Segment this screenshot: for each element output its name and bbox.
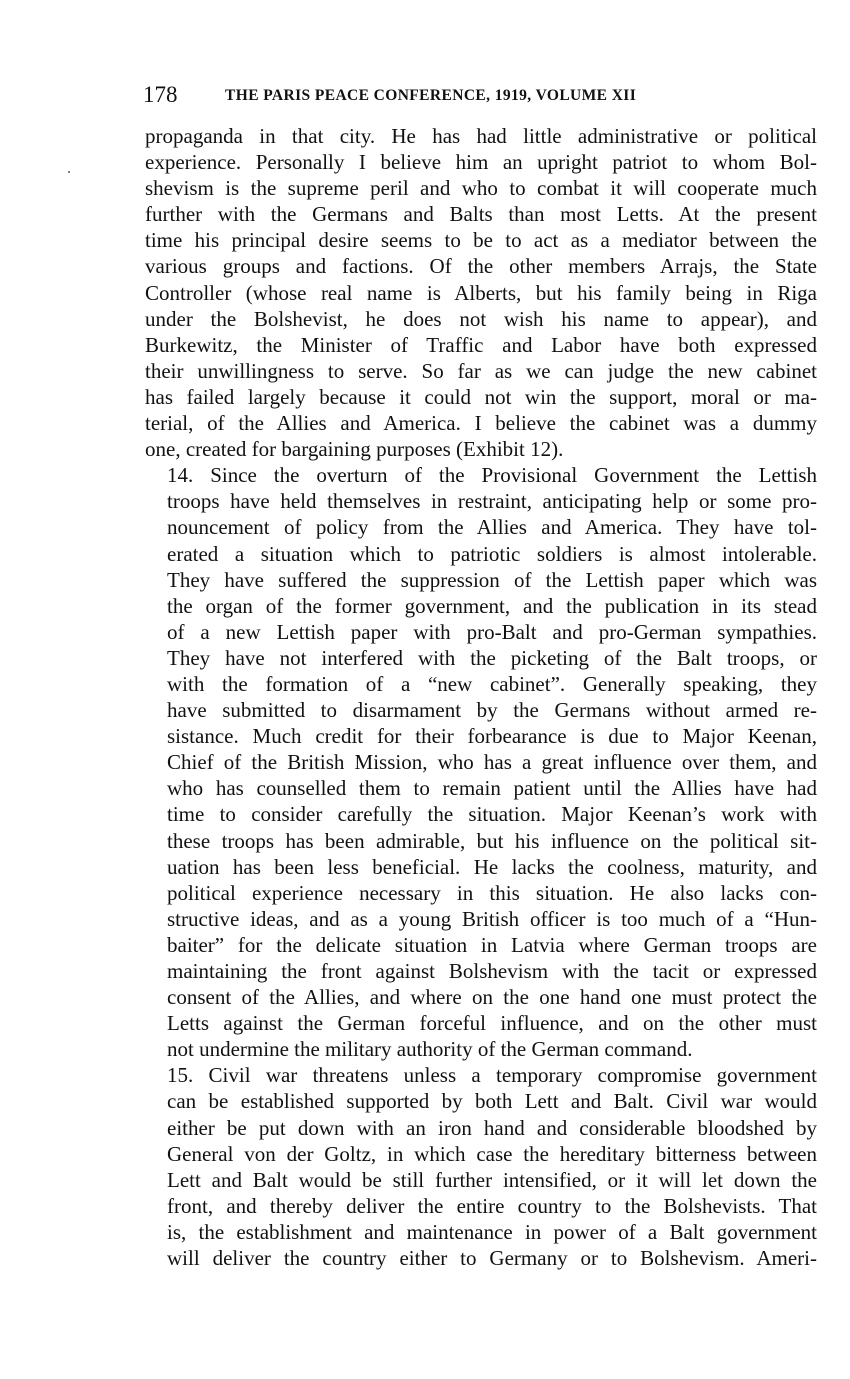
text-line: these troops has been admirable, but his influence on the political sit- bbox=[167, 828, 817, 853]
text-line: time to consider carefully the situation. Major Keenan’s work with bbox=[167, 802, 817, 827]
text-line: front, and thereby deliver the entire country to the Bolshevists. That bbox=[167, 1193, 817, 1218]
text-line: under the Bolshevist, he does not wish his name to appear), and bbox=[145, 306, 817, 331]
text-line: can be established supported by both Lett and Balt. Civil war would bbox=[167, 1089, 817, 1114]
text-line: shevism is the supreme peril and who to combat it will cooperate much bbox=[145, 176, 817, 201]
text-line: sistance. Much credit for their forbearance is due to Major Keenan, bbox=[167, 724, 817, 749]
text-line: uation has been less beneficial. He lacks the coolness, maturity, and bbox=[167, 854, 817, 879]
paragraph-continuation bbox=[145, 123, 817, 462]
text-line: their unwillingness to serve. So far as we can judge the new cabinet bbox=[145, 358, 817, 383]
text-line: They have not interfered with the picketing of the Balt troops, or bbox=[167, 645, 817, 670]
text-line: General von der Goltz, in which case the hereditary bitterness between bbox=[167, 1141, 817, 1166]
text-line: has failed largely because it could not win the support, moral or ma- bbox=[145, 384, 817, 409]
page-number: 178 bbox=[143, 82, 178, 107]
text-line: of a new Lettish paper with pro-Balt and pro-German sympathies. bbox=[167, 619, 817, 644]
text-line: Lett and Balt would be still further intensified, or it will let down the bbox=[167, 1167, 817, 1192]
text-line: 14. Since the overturn of the Provisional Government the Lettish bbox=[167, 463, 817, 488]
text-line: experience. Personally I believe him an upright patriot to whom Bol- bbox=[145, 150, 817, 175]
text-line: terial, of the Allies and America. I believe the cabinet was a dummy bbox=[145, 411, 817, 436]
text-line: further with the Germans and Balts than most Letts. At the present bbox=[145, 202, 817, 227]
text-line: nouncement of policy from the Allies and America. They have tol- bbox=[167, 515, 817, 540]
text-line: 15. Civil war threatens unless a temporary compromise government bbox=[167, 1063, 817, 1088]
margin-speck bbox=[68, 171, 70, 173]
text-line: with the formation of a “new cabinet”. Generally speaking, they bbox=[167, 671, 817, 696]
text-line: They have suffered the suppression of the Lettish paper which was bbox=[167, 567, 817, 592]
paragraph-14 bbox=[145, 462, 817, 1062]
text-line: various groups and factions. Of the other members Arrajs, the State bbox=[145, 254, 817, 279]
text-line: who has counselled them to remain patient until the Allies have had bbox=[167, 776, 817, 801]
text-line: Chief of the British Mission, who has a great influence over them, and bbox=[167, 750, 817, 775]
paragraph-15 bbox=[145, 1062, 817, 1271]
text-line: baiter” for the delicate situation in Latvia where German troops are bbox=[167, 932, 817, 957]
text-line: time his principal desire seems to be to act as a mediator between the bbox=[145, 228, 817, 253]
text-line: not undermine the military authority of the German command. bbox=[167, 1037, 693, 1062]
text-line: Burkewitz, the Minister of Traffic and Labor have both expressed bbox=[145, 332, 817, 357]
text-line: either be put down with an iron hand and considerable bloodshed by bbox=[167, 1115, 817, 1140]
text-line: maintaining the front against Bolshevism with the tacit or expressed bbox=[167, 959, 817, 983]
text-line: erated a situation which to patriotic soldiers is almost intolerable. bbox=[167, 541, 817, 566]
text-line: Controller (whose real name is Alberts, but his family being in Riga bbox=[145, 280, 817, 305]
text-line: political experience necessary in this situation. He also lacks con- bbox=[167, 880, 817, 905]
text-line: have submitted to disarmament by the Germans without armed re- bbox=[167, 698, 817, 723]
text-line: propaganda in that city. He has had little administrative or political bbox=[145, 124, 817, 148]
text-line: Letts against the German forceful influence, and on the other must bbox=[167, 1011, 817, 1036]
running-head: THE PARIS PEACE CONFERENCE, 1919, VOLUME XII bbox=[225, 87, 637, 104]
text-line: troops have held themselves in restraint, anticipating help or some pro- bbox=[167, 489, 817, 514]
text-line: structive ideas, and as a young British officer is too much of a “Hun- bbox=[167, 906, 817, 931]
body-text bbox=[145, 123, 817, 1271]
text-line: will deliver the country either to Germany or to Bolshevism. Ameri- bbox=[167, 1246, 817, 1271]
text-line: one, created for bargaining purposes (Exhibit 12). bbox=[145, 437, 564, 462]
text-line: the organ of the former government, and the publication in its stead bbox=[167, 593, 817, 618]
text-line: is, the establishment and maintenance in power of a Balt government bbox=[167, 1219, 817, 1244]
page-header bbox=[143, 80, 823, 110]
text-line: consent of the Allies, and where on the one hand one must protect the bbox=[167, 985, 817, 1010]
